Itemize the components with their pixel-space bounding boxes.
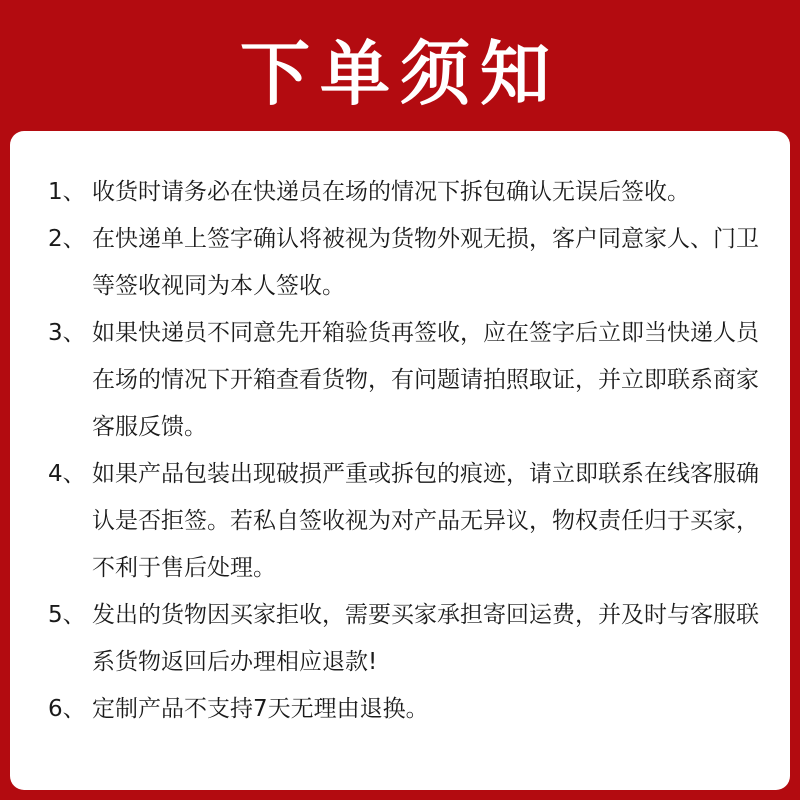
notice-number: 4、 xyxy=(48,461,86,487)
notice-number: 3、 xyxy=(48,320,86,346)
notice-item-4 xyxy=(48,451,768,592)
notice-text: 定制产品不支持7天无理由退换。 xyxy=(92,696,429,722)
notice-number: 6、 xyxy=(48,696,86,722)
notice-number: 1、 xyxy=(48,179,86,205)
notice-text: 在快递单上签字确认将被视为货物外观无损，客户同意家人、门卫等签收视同为本人签收。 xyxy=(92,226,759,299)
notice-item-5 xyxy=(48,592,768,686)
notice-list xyxy=(48,169,768,733)
notice-number: 5、 xyxy=(48,602,86,628)
notice-text: 收货时请务必在快递员在场的情况下拆包确认无误后签收。 xyxy=(92,179,690,205)
notice-item-1 xyxy=(48,169,768,216)
notice-item-3 xyxy=(48,310,768,451)
notice-text: 如果快递员不同意先开箱验货再签收，应在签字后立即当快递人员在场的情况下开箱查看货物，有问题请拍照取证，并立即联系商家客服反馈。 xyxy=(92,320,759,440)
notice-item-6 xyxy=(48,686,768,733)
notice-text: 如果产品包装出现破损严重或拆包的痕迹，请立即联系在线客服确认是否拒签。若私自签收视为对产品无异议，物权责任归于买家，不利于售后处理。 xyxy=(92,461,759,581)
page-title: 下单须知 xyxy=(240,33,560,115)
notice-item-2 xyxy=(48,216,768,310)
notice-number: 2、 xyxy=(48,226,86,252)
notice-card xyxy=(10,131,790,790)
notice-text: 发出的货物因买家拒收，需要买家承担寄回运费，并及时与客服联系货物返回后办理相应退款! xyxy=(92,602,759,675)
